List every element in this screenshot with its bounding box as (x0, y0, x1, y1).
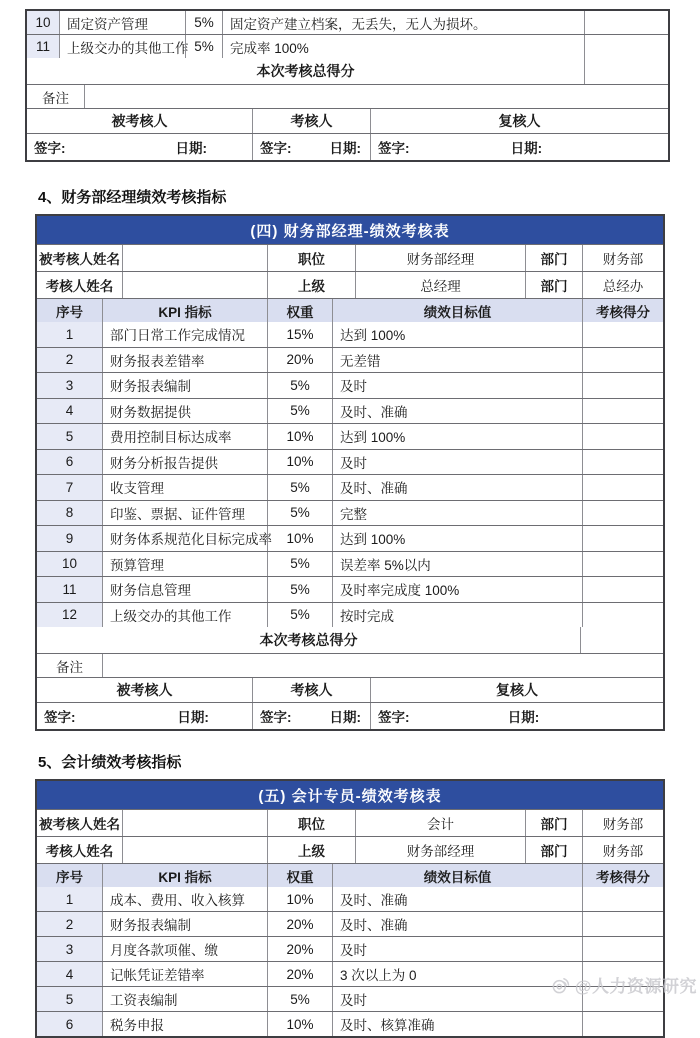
assessor-signature-cell (252, 134, 370, 160)
date-label: 日期: (510, 141, 543, 156)
finance-manager-kpi-table (35, 214, 665, 731)
score-cell (582, 912, 663, 936)
kpi-name-cell: 上级交办的其他工作 (102, 603, 267, 628)
date-label: 日期: (177, 710, 209, 725)
position-value: 财务部经理 (355, 245, 525, 271)
kpi-name-cell: 财务数据提供 (102, 399, 267, 424)
col-header-kpi: KPI 指标 (102, 299, 267, 322)
previous-role-kpi-table-partial (25, 9, 670, 162)
target-value-cell: 及时 (332, 450, 582, 475)
kpi-name-cell: 上级交办的其他工作 (59, 35, 185, 58)
weight-cell: 10% (267, 424, 332, 449)
weight-cell: 5% (185, 35, 222, 58)
col-header-weight: 权重 (267, 864, 332, 887)
kpi-name-cell: 固定资产管理 (59, 11, 185, 34)
remark-cell (84, 85, 668, 108)
target-value-cell: 及时、准确 (332, 475, 582, 500)
reviewer-signature-cell (370, 134, 668, 160)
kpi-header-row (37, 863, 663, 887)
score-cell (582, 526, 663, 551)
row-number-cell: 5 (37, 987, 102, 1011)
reviewer-header: 复核人 (370, 109, 668, 133)
score-cell (582, 937, 663, 961)
target-value-cell: 达到 100% (332, 526, 582, 551)
department-label: 部门 (525, 245, 582, 271)
table-title: (五) 会计专员-绩效考核表 (37, 781, 663, 809)
target-value-cell: 及时 (332, 937, 582, 961)
kpi-name-cell: 财务报表编制 (102, 373, 267, 398)
weight-cell: 20% (267, 962, 332, 986)
weight-cell: 20% (267, 937, 332, 961)
row-number-cell: 3 (37, 373, 102, 398)
score-cell (582, 577, 663, 602)
col-header-index: 序号 (37, 864, 102, 887)
department-value: 总经办 (582, 272, 663, 298)
kpi-table-row (37, 500, 663, 526)
kpi-table-row (37, 449, 663, 475)
score-cell (582, 603, 663, 628)
weight-cell: 10% (267, 887, 332, 911)
weight-cell: 5% (267, 603, 332, 628)
row-number-cell: 1 (37, 887, 102, 911)
kpi-name-cell: 财务体系规范化目标完成率 (102, 526, 267, 551)
kpi-table-row (37, 322, 663, 347)
score-cell (584, 11, 668, 34)
score-cell (582, 399, 663, 424)
total-score-row (37, 627, 663, 653)
weight-cell: 5% (267, 501, 332, 526)
date-label: 日期: (329, 141, 361, 156)
department-value: 财务部 (582, 810, 663, 836)
superior-value: 财务部经理 (355, 837, 525, 863)
row-number-cell: 5 (37, 424, 102, 449)
kpi-table-row (37, 911, 663, 936)
date-label: 日期: (507, 710, 540, 725)
score-cell (584, 35, 668, 58)
kpi-table-row (37, 602, 663, 628)
document-page (0, 9, 700, 1033)
sign-label: 签字: (34, 141, 66, 156)
weight-cell: 5% (185, 11, 222, 34)
weight-cell: 10% (267, 450, 332, 475)
total-score-row (27, 58, 668, 84)
kpi-table-row (37, 372, 663, 398)
kpi-table-row (37, 576, 663, 602)
target-value-cell: 及时 (332, 987, 582, 1011)
assessee-signature-cell (37, 703, 252, 729)
row-number-cell: 12 (37, 603, 102, 628)
remark-row (37, 653, 663, 677)
assessor-info-row (37, 836, 663, 863)
assessee-header: 被考核人 (111, 113, 168, 129)
score-cell (582, 1012, 663, 1036)
target-value-cell: 达到 100% (332, 322, 582, 347)
assessee-name-cell (122, 810, 267, 836)
reviewer-signature-cell (370, 703, 663, 729)
remark-row (27, 84, 668, 108)
target-value-cell: 及时、准确 (332, 399, 582, 424)
assessor-info-row (37, 271, 663, 298)
kpi-name-cell: 成本、费用、收入核算 (102, 887, 267, 911)
total-score-cell (580, 627, 663, 653)
assessee-name-label: 被考核人姓名 (39, 252, 120, 267)
kpi-table-row (37, 936, 663, 961)
assessee-info-row (37, 809, 663, 836)
position-label: 职位 (267, 810, 355, 836)
assessor-header: 考核人 (252, 678, 370, 702)
remark-label: 备注 (56, 659, 83, 675)
row-number-cell: 11 (27, 35, 59, 58)
weight-cell: 20% (267, 348, 332, 373)
row-number-cell: 1 (37, 322, 102, 347)
score-cell (582, 450, 663, 475)
total-score-label: 本次考核总得分 (256, 63, 355, 79)
department-value: 财务部 (582, 245, 663, 271)
kpi-name-cell: 记帐凭证差错率 (102, 962, 267, 986)
sign-label: 签字: (260, 141, 292, 156)
assessee-name-cell (122, 245, 267, 271)
row-number-cell: 2 (37, 348, 102, 373)
weibo-eye-icon (551, 975, 571, 995)
kpi-name-cell: 费用控制目标达成率 (102, 424, 267, 449)
top-kpi-rows (27, 11, 668, 58)
score-cell (582, 424, 663, 449)
superior-value: 总经理 (355, 272, 525, 298)
kpi-table-row (37, 1011, 663, 1036)
accountant-kpi-table (35, 779, 665, 1038)
weight-cell: 5% (267, 399, 332, 424)
total-score-label: 本次考核总得分 (259, 632, 358, 648)
kpi-name-cell: 工资表编制 (102, 987, 267, 1011)
reviewer-header: 复核人 (370, 678, 663, 702)
target-value-cell: 及时、核算准确 (332, 1012, 582, 1036)
col-header-index: 序号 (37, 299, 102, 322)
remark-cell (102, 654, 663, 677)
kpi-name-cell: 部门日常工作完成情况 (102, 322, 267, 347)
section-heading-5: 5、会计绩效考核指标 (38, 754, 182, 771)
kpi-name-cell: 月度各款项催、缴 (102, 937, 267, 961)
department-value: 财务部 (582, 837, 663, 863)
target-value-cell: 固定资产建立档案，无丢失，无人为损坏。 (222, 11, 584, 34)
row-number-cell: 9 (37, 526, 102, 551)
assessee-name-label: 被考核人姓名 (39, 817, 120, 832)
kpi-table-row (37, 551, 663, 577)
signer-header-row (37, 677, 663, 702)
signature-row (27, 133, 668, 160)
col-header-target: 绩效目标值 (332, 299, 582, 322)
row-number-cell: 7 (37, 475, 102, 500)
watermark (551, 972, 697, 997)
row-number-cell: 4 (37, 399, 102, 424)
row-number-cell: 4 (37, 962, 102, 986)
remark-label: 备注 (42, 90, 69, 106)
signer-header-row (27, 108, 668, 133)
weight-cell: 15% (267, 322, 332, 347)
position-label: 职位 (267, 245, 355, 271)
row-number-cell: 10 (27, 11, 59, 34)
kpi-name-cell: 财务信息管理 (102, 577, 267, 602)
signature-row (37, 702, 663, 729)
watermark-handle: @人力资源研究 (574, 977, 697, 996)
col-header-target: 绩效目标值 (332, 864, 582, 887)
row-number-cell: 8 (37, 501, 102, 526)
target-value-cell: 达到 100% (332, 424, 582, 449)
kpi-header-row (37, 298, 663, 322)
kpi-table-row (27, 34, 668, 58)
section-heading-4: 4、财务部经理绩效考核指标 (38, 189, 227, 206)
assessor-header: 考核人 (252, 109, 370, 133)
sign-label: 签字: (44, 710, 76, 725)
kpi-table-row (27, 11, 668, 34)
target-value-cell: 误差率 5%以内 (332, 552, 582, 577)
kpi-name-cell: 财务分析报告提供 (102, 450, 267, 475)
target-value-cell: 3 次以上为 0 (332, 962, 582, 986)
assessor-name-cell (122, 272, 267, 298)
assessee-header: 被考核人 (116, 682, 173, 698)
assessor-signature-cell (252, 703, 370, 729)
assessee-signature-cell (27, 134, 252, 160)
kpi-name-cell: 预算管理 (102, 552, 267, 577)
sign-label: 签字: (260, 710, 292, 725)
col-header-weight: 权重 (267, 299, 332, 322)
position-value: 会计 (355, 810, 525, 836)
department-label: 部门 (525, 272, 582, 298)
weight-cell: 5% (267, 577, 332, 602)
assessee-info-row (37, 244, 663, 271)
score-cell (582, 348, 663, 373)
kpi-table-row (37, 474, 663, 500)
weight-cell: 20% (267, 912, 332, 936)
assessor-name-label: 考核人姓名 (45, 279, 114, 294)
target-value-cell: 及时率完成度 100% (332, 577, 582, 602)
table-title: (四) 财务部经理-绩效考核表 (37, 216, 663, 244)
kpi-table-row (37, 347, 663, 373)
row-number-cell: 10 (37, 552, 102, 577)
kpi-table-row (37, 423, 663, 449)
total-score-cell (584, 58, 668, 84)
kpi-table-row (37, 887, 663, 911)
target-value-cell: 完整 (332, 501, 582, 526)
target-value-cell: 完成率 100% (222, 35, 584, 58)
sign-label: 签字: (378, 710, 410, 725)
target-value-cell: 及时 (332, 373, 582, 398)
assessor-name-label: 考核人姓名 (45, 844, 114, 859)
weight-cell: 5% (267, 373, 332, 398)
target-value-cell: 按时完成 (332, 603, 582, 628)
score-cell (582, 373, 663, 398)
row-number-cell: 3 (37, 937, 102, 961)
weight-cell: 5% (267, 987, 332, 1011)
col-header-score: 考核得分 (582, 299, 663, 322)
score-cell (582, 501, 663, 526)
department-label: 部门 (525, 810, 582, 836)
kpi-name-cell: 税务申报 (102, 1012, 267, 1036)
score-cell (582, 322, 663, 347)
sign-label: 签字: (378, 141, 410, 156)
date-label: 日期: (175, 141, 208, 156)
kpi-table-row (37, 525, 663, 551)
superior-label: 上级 (267, 837, 355, 863)
weight-cell: 5% (267, 475, 332, 500)
weight-cell: 10% (267, 1012, 332, 1036)
col-header-kpi: KPI 指标 (102, 864, 267, 887)
finance-manager-kpi-rows (37, 322, 663, 627)
kpi-name-cell: 印鉴、票据、证件管理 (102, 501, 267, 526)
department-label: 部门 (525, 837, 582, 863)
kpi-name-cell: 财务报表编制 (102, 912, 267, 936)
accountant-kpi-rows (37, 887, 663, 1036)
score-cell (582, 887, 663, 911)
kpi-table-row (37, 398, 663, 424)
score-cell (582, 475, 663, 500)
weight-cell: 10% (267, 526, 332, 551)
kpi-name-cell: 收支管理 (102, 475, 267, 500)
date-label: 日期: (329, 710, 361, 725)
assessor-name-cell (122, 837, 267, 863)
row-number-cell: 6 (37, 1012, 102, 1036)
kpi-name-cell: 财务报表差错率 (102, 348, 267, 373)
target-value-cell: 及时、准确 (332, 887, 582, 911)
superior-label: 上级 (267, 272, 355, 298)
target-value-cell: 及时、准确 (332, 912, 582, 936)
row-number-cell: 6 (37, 450, 102, 475)
col-header-score: 考核得分 (582, 864, 663, 887)
weight-cell: 5% (267, 552, 332, 577)
target-value-cell: 无差错 (332, 348, 582, 373)
row-number-cell: 11 (37, 577, 102, 602)
row-number-cell: 2 (37, 912, 102, 936)
score-cell (582, 552, 663, 577)
